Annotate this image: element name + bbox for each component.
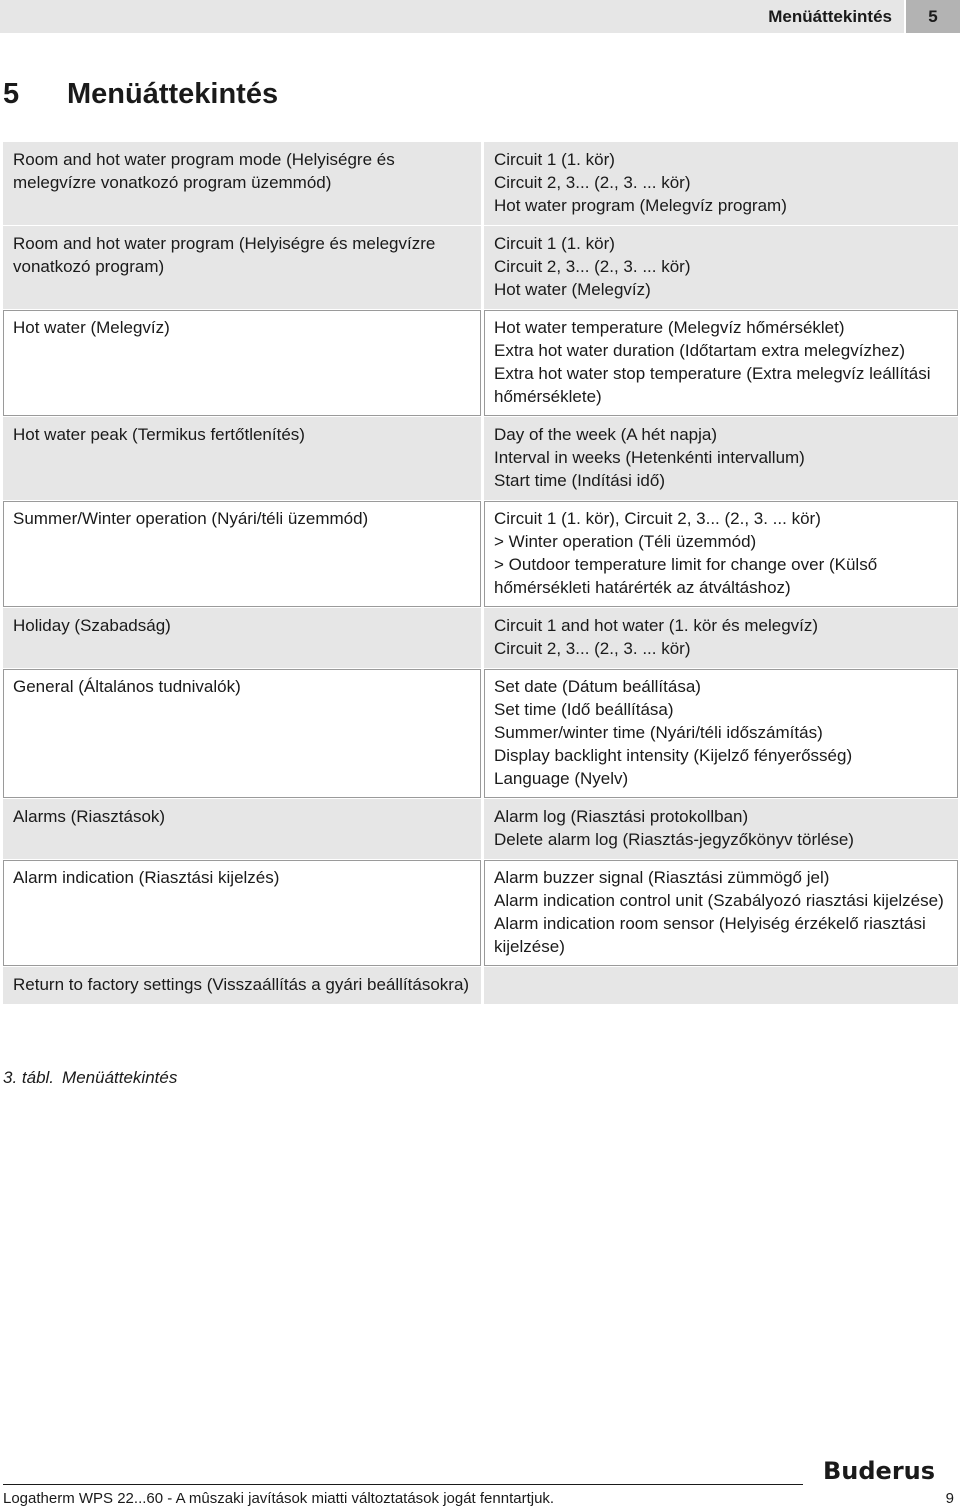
table-row: [3, 967, 958, 1005]
table-row: [3, 310, 958, 417]
submenu-item-label: Alarm buzzer signal (Riasztási zümmögő jel): [494, 868, 830, 887]
header-chapter-number: 5: [906, 0, 960, 33]
section-number: 5: [3, 78, 20, 110]
submenu-cell: [484, 860, 958, 967]
submenu-item-label: Hot water temperature (Melegvíz hőmérséklet): [494, 318, 845, 337]
submenu-item-label: Summer/winter time (Nyári/téli időszámítás): [494, 723, 823, 742]
submenu-item-label: Interval in weeks (Hetenkénti intervallum): [494, 448, 805, 467]
submenu-item-label: Display backlight intensity (Kijelző fényerősség): [494, 746, 853, 765]
submenu-item-label: Circuit 2, 3... (2., 3. ... kör): [494, 173, 691, 192]
table-caption-text: Menüáttekintés: [62, 1068, 178, 1087]
menu-item-cell: [3, 501, 484, 608]
submenu-item-label: Start time (Indítási idő): [494, 471, 666, 490]
menu-item-label: Holiday (Szabadság): [13, 616, 171, 635]
table-row: [3, 860, 958, 967]
submenu-cell: [484, 501, 958, 608]
submenu-item-label: Hot water program (Melegvíz program): [494, 196, 787, 215]
submenu-item-label: Extra hot water stop temperature (Extra melegvíz leállítási hőmérséklete): [494, 364, 931, 406]
submenu-item-label: Delete alarm log (Riasztás-jegyzőkönyv törlése): [494, 830, 854, 849]
submenu-cell: [484, 608, 958, 669]
submenu-item-label: Set date (Dátum beállítása): [494, 677, 701, 696]
table-caption: [3, 1068, 177, 1088]
submenu-item-label: Day of the week (A hét napja): [494, 425, 718, 444]
submenu-cell: [484, 226, 958, 310]
menu-overview-table: [3, 142, 958, 1005]
submenu-cell: [484, 142, 958, 226]
submenu-item-label: Alarm indication room sensor (Helyiség érzékelő riasztási kijelzése): [494, 914, 926, 956]
menu-item-cell: [3, 860, 484, 967]
buderus-logo: Buderus: [823, 1457, 936, 1485]
submenu-cell: [484, 310, 958, 417]
menu-item-label: Room and hot water program mode (Helyiségre és melegvízre vonatkozó program üzemmód): [13, 150, 395, 192]
footer-text: Logatherm WPS 22...60 - A mûszaki javítások miatti változtatások jogát fenntartjuk.: [3, 1490, 555, 1507]
submenu-item-label: Alarm log (Riasztási protokollban): [494, 807, 749, 826]
menu-item-label: General (Általános tudnivalók): [13, 677, 241, 696]
menu-item-label: Room and hot water program (Helyiségre és melegvízre vonatkozó program): [13, 234, 436, 276]
section-title-text: Menüáttekintés: [67, 78, 279, 110]
menu-item-cell: [3, 967, 484, 1005]
menu-item-cell: [3, 226, 484, 310]
menu-item-cell: [3, 608, 484, 669]
submenu-cell: [484, 967, 958, 1005]
table-row: [3, 669, 958, 799]
menu-item-label: Return to factory settings (Visszaállítás a gyári beállításokra): [13, 975, 470, 994]
submenu-item-label: Extra hot water duration (Időtartam extra melegvízhez): [494, 341, 906, 360]
menu-item-label: Hot water peak (Termikus fertőtlenítés): [13, 425, 305, 444]
submenu-cell: [484, 417, 958, 501]
submenu-item-label: Hot water (Melegvíz): [494, 280, 651, 299]
submenu-item-label: Circuit 1 (1. kör): [494, 234, 615, 253]
menu-item-cell: [3, 417, 484, 501]
table-row: [3, 417, 958, 501]
submenu-item-label: Circuit 1 and hot water (1. kör és melegvíz): [494, 616, 819, 635]
page-header: [0, 0, 960, 33]
submenu-item-label: > Winter operation (Téli üzemmód): [494, 532, 757, 551]
menu-item-cell: [3, 799, 484, 860]
page-number: 9: [945, 1490, 954, 1507]
header-title: Menüáttekintés: [0, 0, 904, 33]
submenu-cell: [484, 669, 958, 799]
table-caption-label: 3. tábl.: [3, 1068, 55, 1087]
table-row: [3, 226, 958, 310]
footer-divider: [3, 1484, 803, 1485]
menu-item-label: Alarm indication (Riasztási kijelzés): [13, 868, 280, 887]
menu-item-label: Summer/Winter operation (Nyári/téli üzemmód): [13, 509, 369, 528]
submenu-item-label: Set time (Idő beállítása): [494, 700, 674, 719]
menu-item-cell: [3, 310, 484, 417]
table-row: [3, 142, 958, 226]
table-row: [3, 608, 958, 669]
submenu-item-label: Circuit 2, 3... (2., 3. ... kör): [494, 257, 691, 276]
submenu-item-label: Circuit 1 (1. kör), Circuit 2, 3... (2., 3. ... kör): [494, 509, 821, 528]
table-row: [3, 501, 958, 608]
menu-item-label: Hot water (Melegvíz): [13, 318, 170, 337]
menu-item-cell: [3, 142, 484, 226]
submenu-cell: [484, 799, 958, 860]
submenu-item-label: Language (Nyelv): [494, 769, 629, 788]
submenu-item-label: Alarm indication control unit (Szabályozó riasztási kijelzése): [494, 891, 944, 910]
menu-item-label: Alarms (Riasztások): [13, 807, 166, 826]
submenu-item-label: > Outdoor temperature limit for change over (Külső hőmérsékleti határérték az átváltáshoz): [494, 555, 878, 597]
menu-item-cell: [3, 669, 484, 799]
table-row: [3, 799, 958, 860]
submenu-item-label: Circuit 1 (1. kör): [494, 150, 615, 169]
submenu-item-label: Circuit 2, 3... (2., 3. ... kör): [494, 639, 691, 658]
section-title: [3, 78, 278, 111]
